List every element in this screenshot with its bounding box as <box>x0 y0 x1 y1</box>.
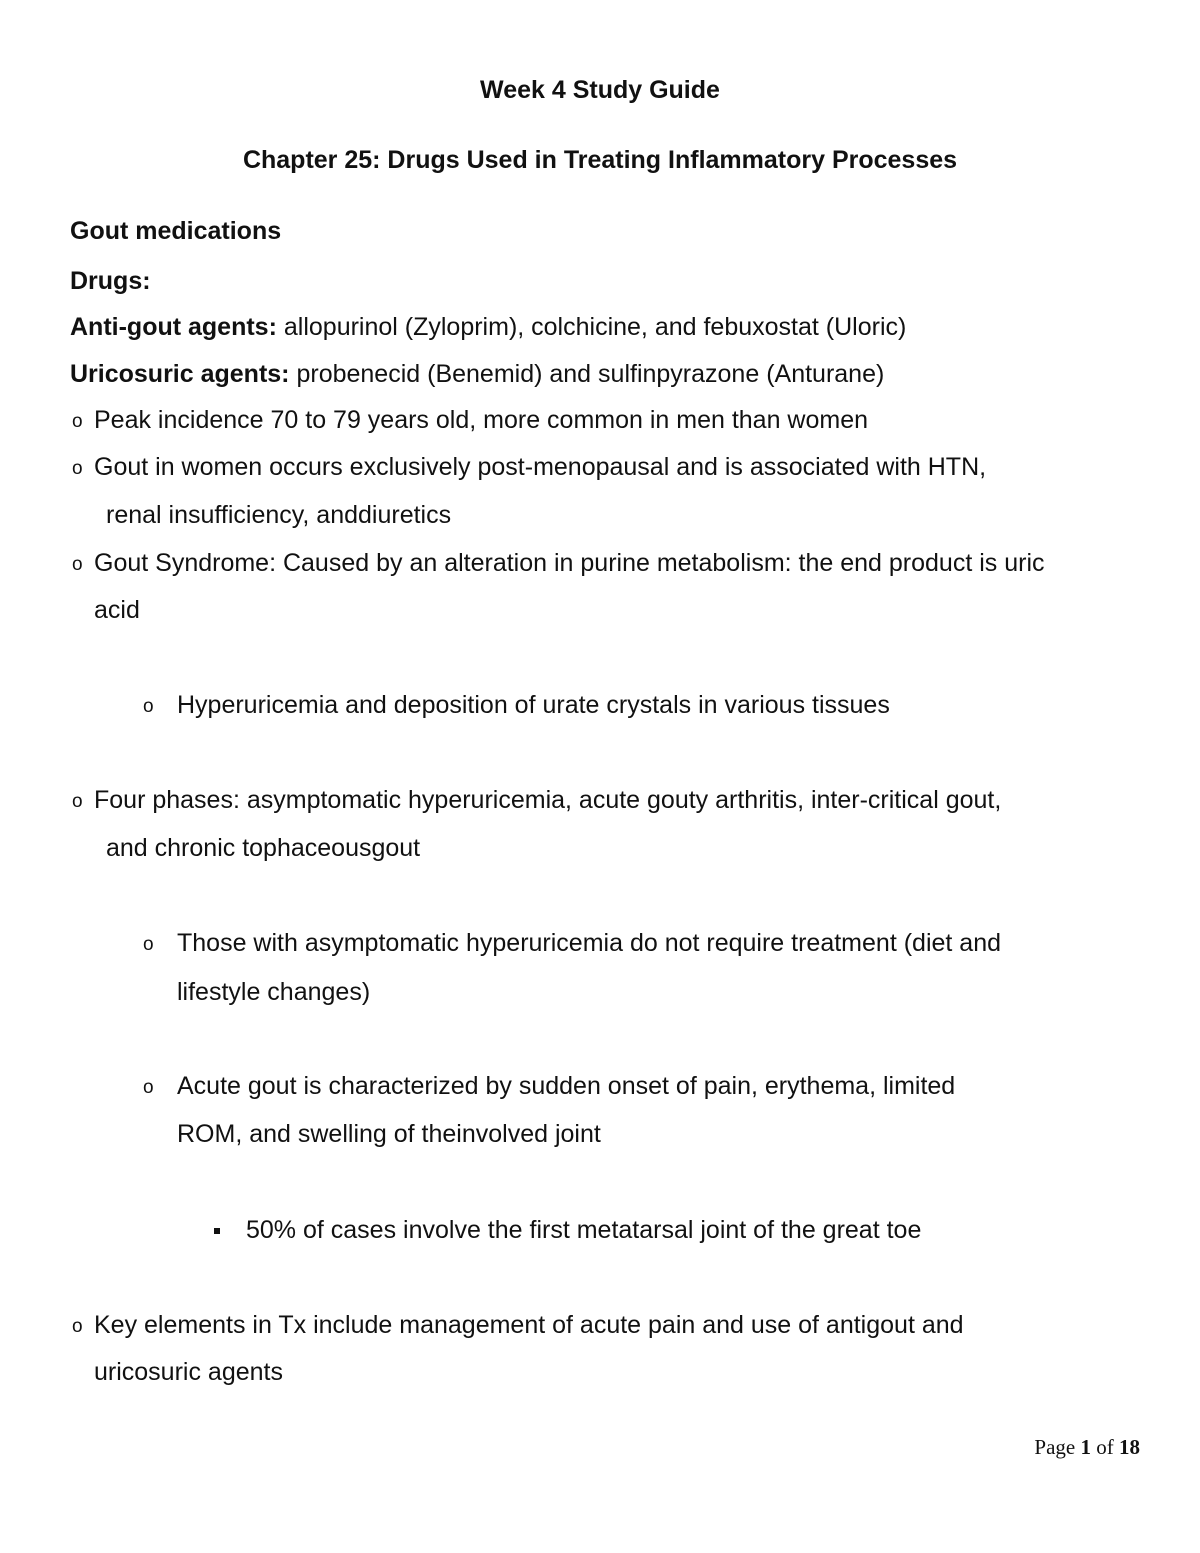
page-number: 1 <box>1080 1435 1091 1459</box>
drugs-label: Drugs: <box>70 267 151 295</box>
bullet-4-sub-2-line-2: ROM, and swelling of theinvolved joint <box>177 1120 601 1148</box>
uricosuric-label: Uricosuric agents: <box>70 360 290 388</box>
square-bullet-icon <box>214 1228 220 1234</box>
anti-gout-text: allopurinol (Zyloprim), colchicine, and febuxostat (Uloric) <box>276 313 907 341</box>
page-word: Page <box>1034 1435 1076 1459</box>
bullet-4-sub-2-line-1: Acute gout is characterized by sudden onset of pain, erythema, limited <box>177 1072 956 1100</box>
bullet-marker: o <box>72 554 83 575</box>
bullet-5-line-1: Key elements in Tx include management of acute pain and use of antigout and <box>94 1311 964 1339</box>
bullet-marker: o <box>143 934 154 955</box>
uricosuric-text: probenecid (Benemid) and sulfinpyrazone (Anturane) <box>289 360 885 388</box>
bullet-4-sub-1-line-2: lifestyle changes) <box>177 978 371 1006</box>
bullet-marker: o <box>72 458 83 479</box>
bullet-marker: o <box>72 1316 83 1337</box>
bullet-4-sub-2-sub: 50% of cases involve the first metatarsal joint of the great toe <box>246 1216 922 1244</box>
page-total: 18 <box>1119 1435 1140 1459</box>
of-word: of <box>1096 1435 1114 1459</box>
bullet-2-line-2: renal insufficiency, anddiuretics <box>106 501 452 529</box>
section-heading: Gout medications <box>70 217 282 245</box>
uricosuric-line <box>70 359 884 389</box>
bullet-3-line-2: acid <box>94 596 140 624</box>
bullet-4-sub-1-line-1: Those with asymptomatic hyperuricemia do not require treatment (diet and <box>177 929 1001 957</box>
page-title: Week 4 Study Guide <box>480 76 720 104</box>
bullet-5-line-2: uricosuric agents <box>94 1358 283 1386</box>
anti-gout-label: Anti-gout agents: <box>70 313 277 341</box>
bullet-marker: o <box>72 411 83 432</box>
bullet-3-sub: Hyperuricemia and deposition of urate crystals in various tissues <box>177 691 890 719</box>
chapter-heading: Chapter 25: Drugs Used in Treating Inflammatory Processes <box>242 146 958 174</box>
bullet-1: Peak incidence 70 to 79 years old, more common in men than women <box>94 406 869 434</box>
bullet-marker: o <box>72 791 83 812</box>
bullet-4-line-2: and chronic tophaceousgout <box>106 834 421 862</box>
page-footer <box>1034 1434 1140 1460</box>
bullet-2-line-1: Gout in women occurs exclusively post-menopausal and is associated with HTN, <box>94 453 987 481</box>
bullet-4-line-1: Four phases: asymptomatic hyperuricemia, acute gouty arthritis, inter-critical gout, <box>94 786 1002 814</box>
bullet-marker: o <box>143 696 154 717</box>
bullet-marker: o <box>143 1077 154 1098</box>
anti-gout-line <box>70 312 906 342</box>
bullet-3-line-1: Gout Syndrome: Caused by an alteration in purine metabolism: the end product is uric <box>94 549 1045 577</box>
